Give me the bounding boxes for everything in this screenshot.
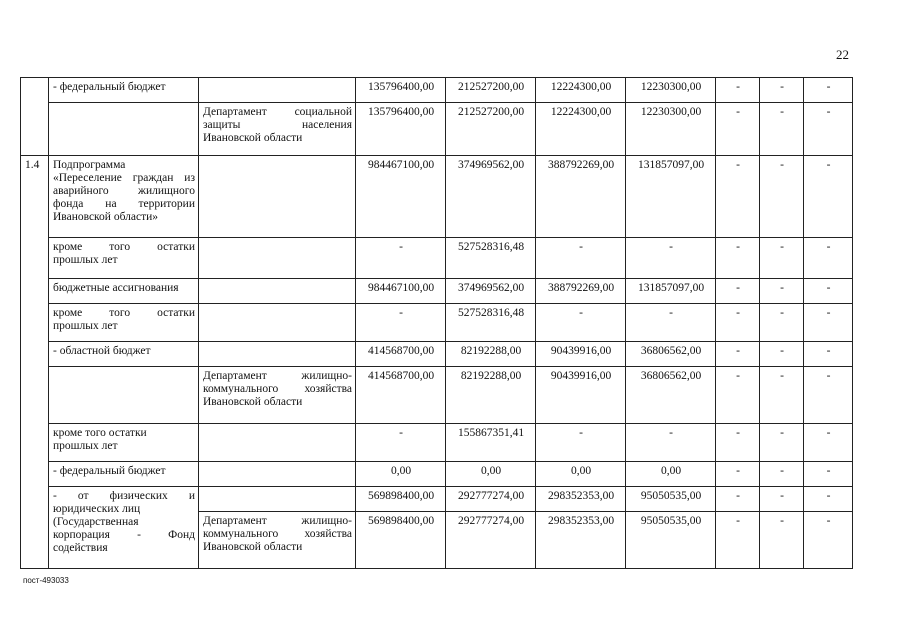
source-name-line: фонда на территории: [53, 198, 195, 210]
executor-line: Ивановской области: [203, 132, 303, 144]
table-row: [21, 462, 853, 487]
amount-cell: 131857097,00: [626, 156, 716, 238]
empty-value-cell: -: [804, 103, 853, 156]
empty-value-cell: -: [804, 238, 853, 279]
empty-value-cell: -: [760, 304, 804, 342]
source-name-cell: [49, 462, 199, 487]
empty-value-cell: -: [716, 156, 760, 238]
amount-cell: 12230300,00: [626, 103, 716, 156]
row-number-cell: [21, 78, 49, 156]
page-number: 22: [836, 47, 849, 62]
amount-cell: 374969562,00: [446, 156, 536, 238]
executor-line: коммунального хозяйства: [203, 383, 352, 395]
empty-value-cell: -: [804, 424, 853, 462]
source-name-line: «Переселение граждан из: [53, 172, 195, 184]
empty-value-cell: -: [760, 103, 804, 156]
executor-cell: [199, 462, 356, 487]
empty-value-cell: -: [716, 462, 760, 487]
empty-value-cell: -: [760, 367, 804, 424]
executor-cell: [199, 156, 356, 238]
amount-cell: 12230300,00: [626, 78, 716, 103]
source-name-cell: [49, 424, 199, 462]
amount-cell: 135796400,00: [356, 78, 446, 103]
amount-cell: 0,00: [446, 462, 536, 487]
amount-cell: 36806562,00: [626, 367, 716, 424]
row-number-cell: 1.4: [21, 156, 49, 569]
amount-cell: -: [356, 238, 446, 279]
source-name-cell: [49, 238, 199, 279]
source-name-line: кроме того остатки: [53, 307, 195, 319]
executor-cell: [199, 78, 356, 103]
executor-line: Ивановской области: [203, 396, 303, 408]
table-row: [21, 103, 853, 156]
executor-cell: [199, 304, 356, 342]
executor-cell: [199, 424, 356, 462]
empty-value-cell: -: [716, 279, 760, 304]
amount-cell: 292777274,00: [446, 487, 536, 512]
source-name-line: корпорация - Фонд: [53, 529, 195, 541]
empty-value-cell: -: [716, 103, 760, 156]
executor-line: Департамент жилищно-: [203, 370, 352, 382]
amount-cell: 36806562,00: [626, 342, 716, 367]
source-name-line: Подпрограмма: [53, 159, 126, 171]
empty-value-cell: -: [716, 367, 760, 424]
table-row: [21, 487, 853, 512]
empty-value-cell: -: [760, 156, 804, 238]
source-name-cell: [49, 342, 199, 367]
table-row: [21, 238, 853, 279]
table-row: [21, 367, 853, 424]
amount-cell: 0,00: [356, 462, 446, 487]
amount-cell: 527528316,48: [446, 304, 536, 342]
empty-value-cell: -: [804, 512, 853, 569]
table-row: [21, 279, 853, 304]
amount-cell: -: [536, 424, 626, 462]
executor-cell: [199, 512, 356, 569]
empty-value-cell: -: [716, 78, 760, 103]
empty-value-cell: -: [804, 487, 853, 512]
source-name-line: содействия: [53, 542, 108, 554]
source-name-line: - федеральный бюджет: [53, 81, 166, 93]
amount-cell: 984467100,00: [356, 156, 446, 238]
amount-cell: -: [626, 424, 716, 462]
amount-cell: 298352353,00: [536, 512, 626, 569]
empty-value-cell: -: [760, 342, 804, 367]
executor-cell: [199, 103, 356, 156]
source-name-cell: [49, 103, 199, 156]
amount-cell: -: [356, 424, 446, 462]
amount-cell: 527528316,48: [446, 238, 536, 279]
empty-value-cell: -: [716, 424, 760, 462]
amount-cell: -: [626, 304, 716, 342]
amount-cell: 212527200,00: [446, 78, 536, 103]
source-name-cell: [49, 487, 199, 569]
amount-cell: 82192288,00: [446, 367, 536, 424]
budget-table: [20, 77, 853, 569]
empty-value-cell: -: [716, 238, 760, 279]
source-name-cell: [49, 367, 199, 424]
table-row: [21, 304, 853, 342]
empty-value-cell: -: [760, 512, 804, 569]
table-row: [21, 78, 853, 103]
source-name-line: - федеральный бюджет: [53, 465, 166, 477]
amount-cell: 388792269,00: [536, 279, 626, 304]
source-name-line: прошлых лет: [53, 254, 118, 266]
amount-cell: 374969562,00: [446, 279, 536, 304]
empty-value-cell: -: [716, 487, 760, 512]
source-name-line: бюджетные ассигнования: [53, 282, 179, 294]
table-row: [21, 156, 853, 238]
empty-value-cell: -: [804, 462, 853, 487]
empty-value-cell: -: [760, 279, 804, 304]
amount-cell: -: [536, 304, 626, 342]
source-name-line: (Государственная: [53, 516, 139, 528]
amount-cell: 388792269,00: [536, 156, 626, 238]
empty-value-cell: -: [760, 424, 804, 462]
amount-cell: 984467100,00: [356, 279, 446, 304]
empty-value-cell: -: [716, 304, 760, 342]
source-name-line: - от физических и: [53, 490, 195, 502]
source-name-line: Ивановской области»: [53, 211, 159, 223]
empty-value-cell: -: [804, 279, 853, 304]
table-row: [21, 424, 853, 462]
amount-cell: -: [536, 238, 626, 279]
amount-cell: -: [626, 238, 716, 279]
amount-cell: 155867351,41: [446, 424, 536, 462]
source-name-line: кроме того остатки: [53, 241, 195, 253]
empty-value-cell: -: [760, 462, 804, 487]
amount-cell: 95050535,00: [626, 512, 716, 569]
amount-cell: 0,00: [626, 462, 716, 487]
amount-cell: 12224300,00: [536, 78, 626, 103]
amount-cell: 131857097,00: [626, 279, 716, 304]
empty-value-cell: -: [804, 367, 853, 424]
executor-line: Департамент социальной: [203, 106, 352, 118]
executor-line: Ивановской области: [203, 541, 303, 553]
empty-value-cell: -: [760, 78, 804, 103]
source-name-line: юридических лиц: [53, 503, 141, 515]
empty-value-cell: -: [716, 512, 760, 569]
table-row: [21, 342, 853, 367]
source-name-line: - областной бюджет: [53, 345, 151, 357]
amount-cell: 414568700,00: [356, 367, 446, 424]
empty-value-cell: -: [716, 342, 760, 367]
empty-value-cell: -: [804, 78, 853, 103]
amount-cell: 298352353,00: [536, 487, 626, 512]
amount-cell: 90439916,00: [536, 367, 626, 424]
source-name-cell: [49, 78, 199, 103]
empty-value-cell: -: [804, 156, 853, 238]
amount-cell: 212527200,00: [446, 103, 536, 156]
amount-cell: 569898400,00: [356, 512, 446, 569]
source-name-cell: [49, 304, 199, 342]
source-name-line: прошлых лет: [53, 440, 118, 452]
executor-cell: [199, 487, 356, 512]
amount-cell: -: [356, 304, 446, 342]
empty-value-cell: -: [760, 238, 804, 279]
amount-cell: 135796400,00: [356, 103, 446, 156]
empty-value-cell: -: [804, 342, 853, 367]
executor-line: Департамент жилищно-: [203, 515, 352, 527]
source-name-line: аварийного жилищного: [53, 185, 195, 197]
amount-cell: 414568700,00: [356, 342, 446, 367]
amount-cell: 90439916,00: [536, 342, 626, 367]
executor-line: коммунального хозяйства: [203, 528, 352, 540]
amount-cell: 95050535,00: [626, 487, 716, 512]
executor-cell: [199, 367, 356, 424]
amount-cell: 292777274,00: [446, 512, 536, 569]
source-name-cell: [49, 279, 199, 304]
source-name-line: кроме того остатки: [53, 427, 147, 439]
empty-value-cell: -: [804, 304, 853, 342]
empty-value-cell: -: [760, 487, 804, 512]
executor-cell: [199, 342, 356, 367]
executor-cell: [199, 279, 356, 304]
amount-cell: 569898400,00: [356, 487, 446, 512]
amount-cell: 82192288,00: [446, 342, 536, 367]
amount-cell: 12224300,00: [536, 103, 626, 156]
amount-cell: 0,00: [536, 462, 626, 487]
source-name-line: прошлых лет: [53, 320, 118, 332]
document-code: пост-493033: [23, 576, 69, 585]
executor-line: защиты населения: [203, 119, 352, 131]
source-name-cell: [49, 156, 199, 238]
executor-cell: [199, 238, 356, 279]
